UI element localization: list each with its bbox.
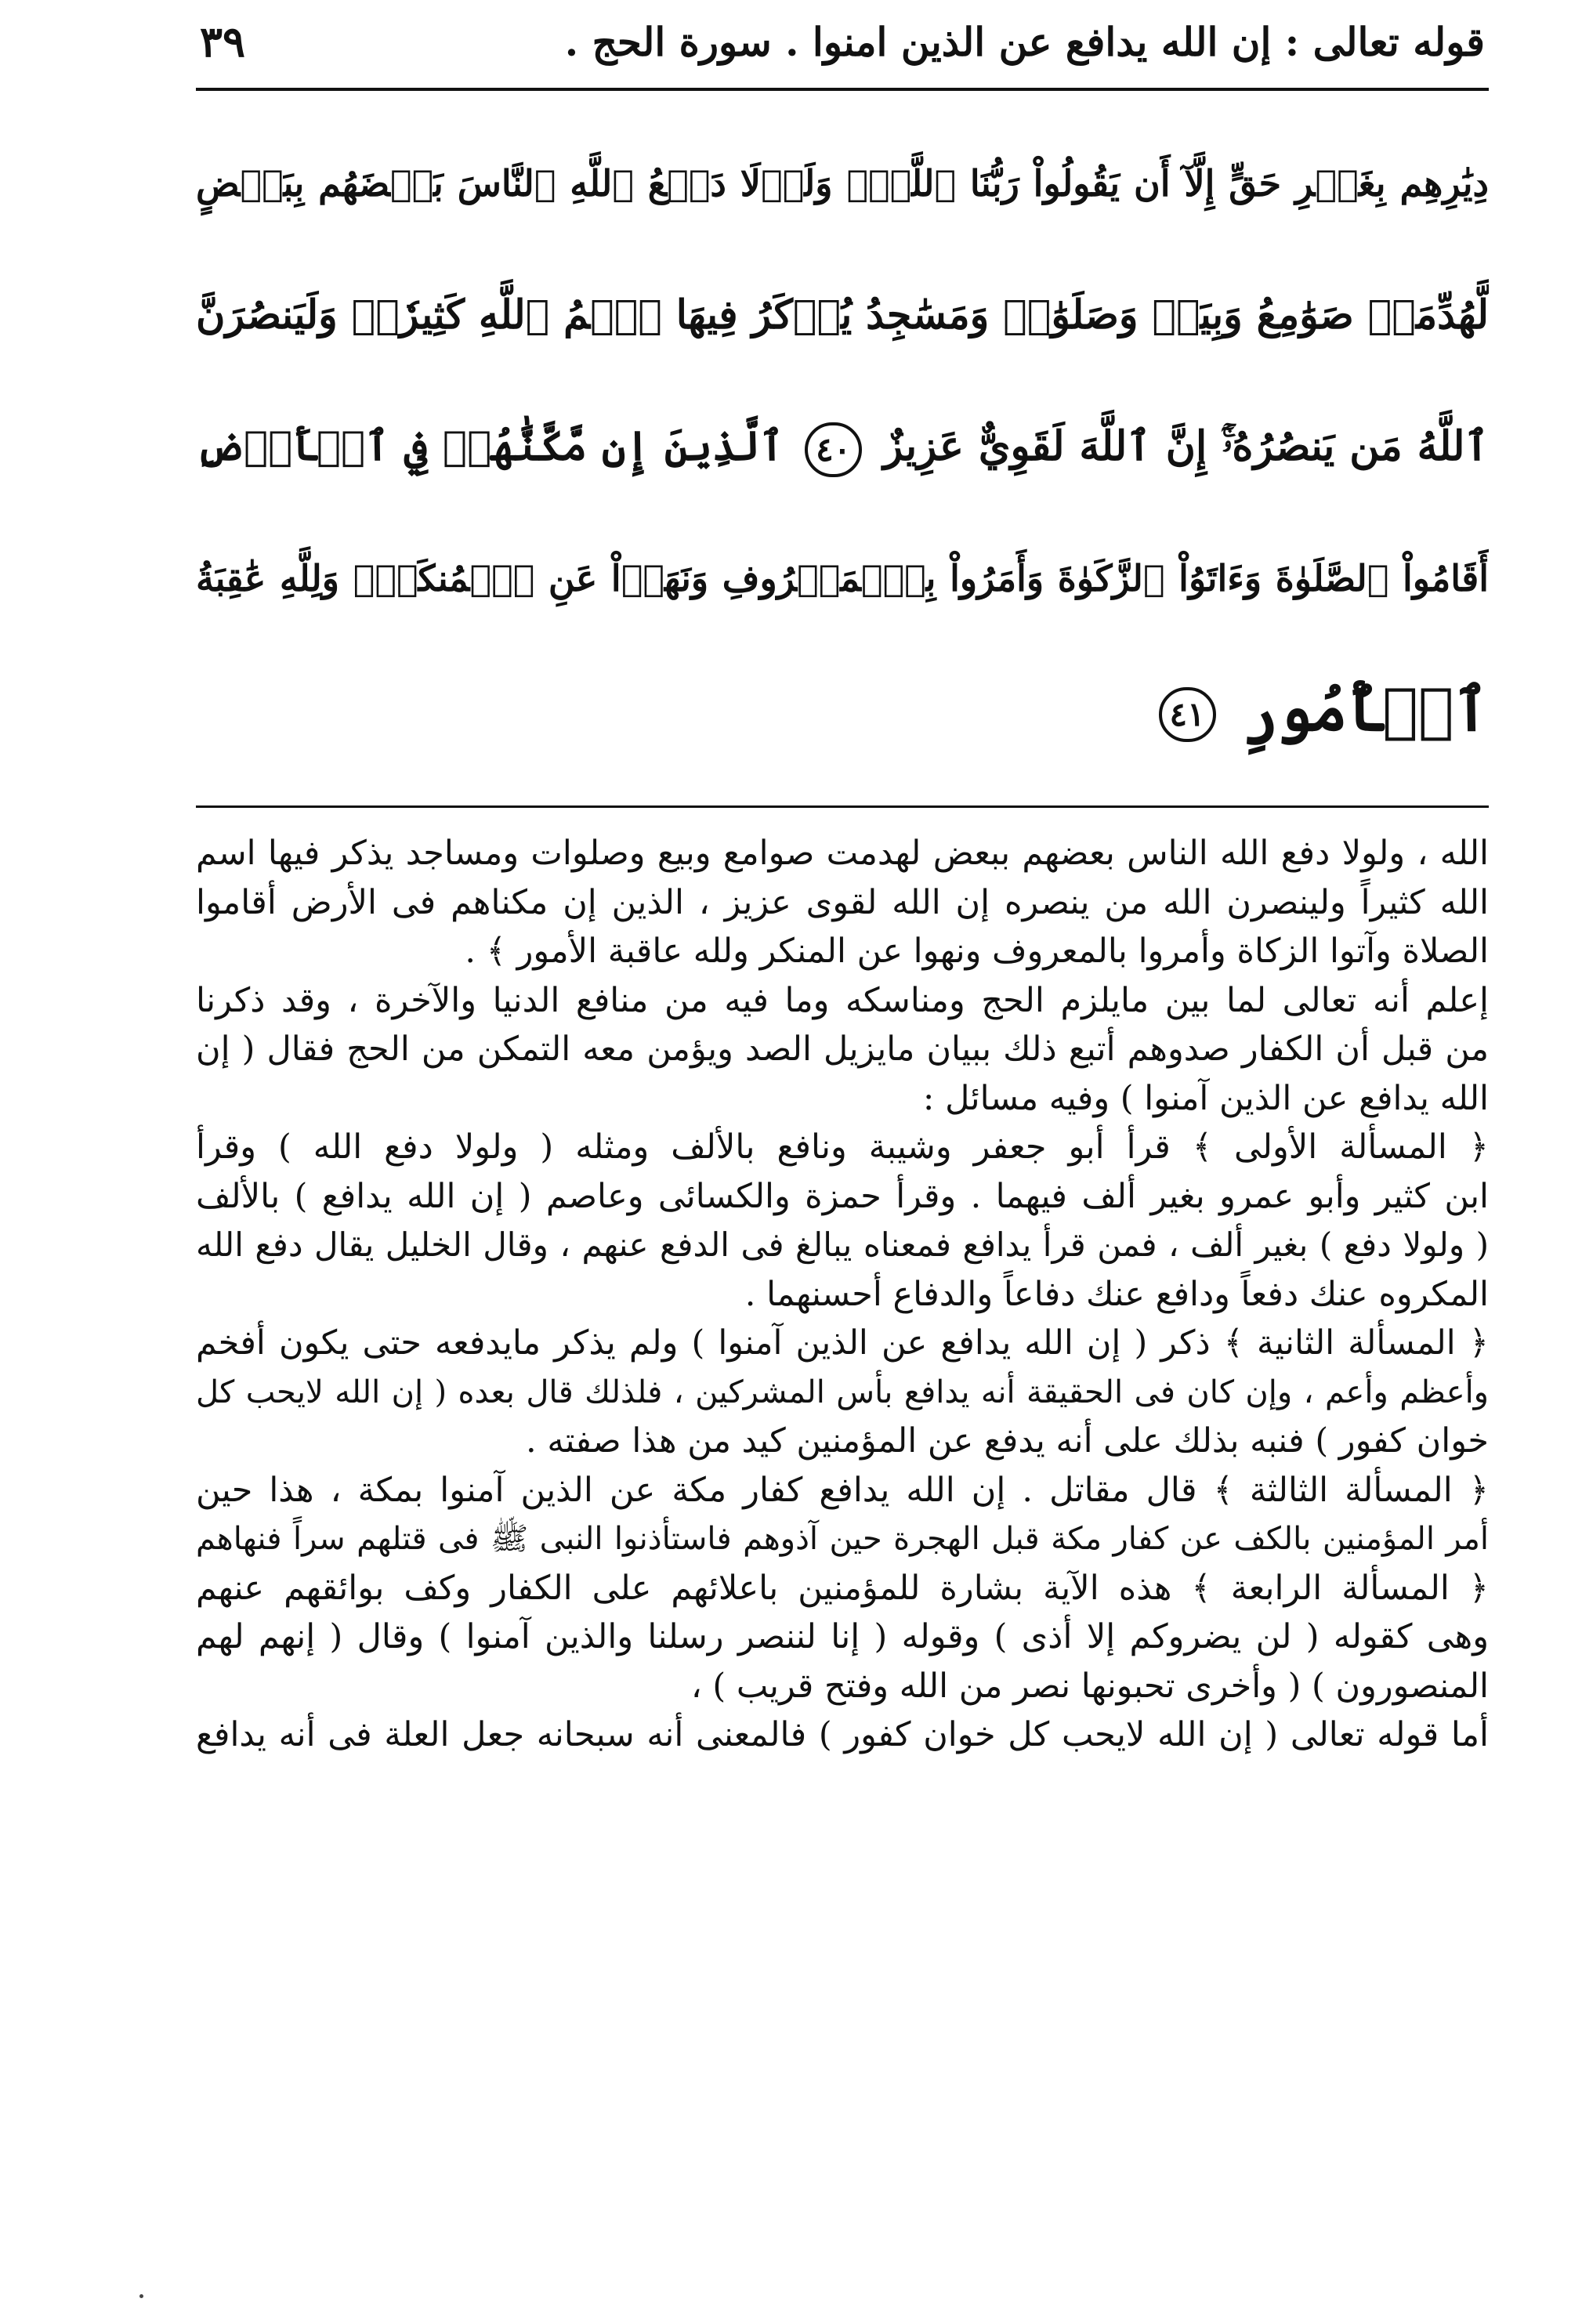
- commentary-line: الصلاة وآتوا الزكاة وأمروا بالمعروف ونهوا عن المنكر ولله عاقبة الأمور ﴾ .: [465, 932, 1489, 971]
- commentary-line: ( ولولا دفع ) بغير ألف ، فمن قرأ يدافع فمعناه يبالغ فى الدفع عنهم ، وقال الخليل يقال دفع الله: [196, 1225, 1489, 1264]
- quran-text: أَقَامُواْ ٱلصَّلَوٰةَ وَءَاتَوُاْ ٱلزَّكَوٰةَ وَأَمَرُواْ بِٱلۡمَعۡرُوفِ وَنَهَوۡاْ عَنِ ٱلۡمُنكَرِۗ وَلِلَّهِ عَٰقِبَةُ: [196, 557, 1489, 599]
- header-rule: [196, 88, 1489, 91]
- quran-line: [196, 249, 1489, 381]
- page-number: ٣٩: [200, 16, 246, 67]
- quran-verse-block: [196, 118, 1489, 776]
- quran-text: ٱللَّهُ مَن يَنصُرُهُۥٓۚ إِنَّ ٱللَّهَ لَقَوِيٌّ عَزِيزٌ: [883, 422, 1489, 470]
- commentary-line: ﴿ المسألة الأولى ﴾ قرأ أبو جعفر وشيبة ونافع بالألف ومثله ( ولولا دفع الله ) وقرأ: [196, 1128, 1489, 1167]
- commentary-line: ﴿ المسألة الثانية ﴾ ذكر ( إن الله يدافع عن الذين آمنوا ) ولم يذكر مايدفعه حتى يكون أفخم: [196, 1323, 1489, 1363]
- commentary-line: المنصورون ) ( وأخرى تحبونها نصر من الله وفتح قريب ) ،: [690, 1666, 1489, 1706]
- commentary-line: الله كثيراً ولينصرن الله من ينصره إن الله لقوى عزيز ، الذين إن مكناهم فى الأرض أقاموا: [196, 882, 1489, 922]
- commentary-line: الله ، ولولا دفع الله الناس بعضهم ببعض لهدمت صوامع وبيع وصلوات ومساجد يذكر فيها اسم: [196, 834, 1489, 873]
- commentary-line: وأعظم وأعم ، وإن كان فى الحقيقة أنه يدافع بأس المشركين ، فلذلك قال بعده ( إن الله لايحب كل: [196, 1374, 1489, 1410]
- ayah-number-marker: ٤٠: [805, 422, 862, 477]
- quran-text: دِيَٰرِهِم بِغَيۡرِ حَقٍّ إِلَّآ أَن يَقُولُواْ رَبُّنَا ٱللَّهُۗ وَلَوۡلَا دَفۡعُ ٱللَّهِ ٱلنَّاسَ بَعۡضَهُم بِبَعۡضٍ: [196, 162, 1489, 205]
- commentary-line: ﴿ المسألة الرابعة ﴾ هذه الآية بشارة للمؤمنين باعلائهم على الكفار وكف بوائقهم عنهم: [196, 1568, 1489, 1608]
- quran-text: لَّهُدِّمَتۡ صَوَٰمِعُ وَبِيَعٞ وَصَلَوَٰتٞ وَمَسَٰجِدُ يُذۡكَرُ فِيهَا ٱسۡمُ ٱللَّهِ كَثِيرٗاۗ وَلَيَنصُرَنَّ: [196, 291, 1489, 338]
- commentary-line: وهى كقوله ( لن يضروكم إلا أذى ) وقوله ( إنا لننصر رسلنا والذين آمنوا ) وقال ( إنهم لهم: [196, 1617, 1489, 1656]
- page-speck: [139, 2294, 143, 2298]
- commentary-line: ابن كثير وأبو عمرو بغير ألف فيهما . وقرأ حمزة والكسائى وعاصم ( إن الله يدافع ) بالألف: [196, 1176, 1489, 1216]
- quran-line: [196, 644, 1489, 776]
- commentary-line: ﴿ المسألة الثالثة ﴾ قال مقاتل . إن الله يدافع كفار مكة عن الذين آمنوا بمكة ، هذا حين: [196, 1470, 1489, 1510]
- quran-line: [196, 381, 1489, 512]
- quran-line: [196, 118, 1489, 249]
- ayah-number-marker: ٤١: [1159, 687, 1216, 742]
- quran-text: ٱلَّذِينَ إِن مَّكَّنَّٰهُمۡ فِي ٱلۡأَرۡضِ: [196, 422, 784, 470]
- commentary-line: من قبل أن الكفار صدوهم أتبع ذلك ببيان مايزيل الصد ويؤمن معه التمكن من الحج فقال ( إن: [196, 1030, 1489, 1069]
- commentary-line: أما قوله تعالى ( إن الله لايحب كل خوان كفور ) فالمعنى أنه سبحانه جعل العلة فى أنه يدافع: [196, 1715, 1489, 1754]
- quran-text: ٱلۡأُمُورِ: [1243, 675, 1489, 744]
- quran-line: [196, 512, 1489, 644]
- commentary-line: خوان كفور ) فنبه بذلك على أنه يدفع عن المؤمنين كيد من هذا صفته .: [526, 1421, 1489, 1461]
- commentary-line: أمر المؤمنين بالكف عن كفار مكة قبل الهجرة حين آذوهم فاستأذنوا النبى ﷺ فى قتلهم سراً فنهاهم: [196, 1521, 1489, 1557]
- commentary-line: المكروه عنك دفعاً ودافع عنك دفاعاً والدفاع أحسنهما .: [744, 1274, 1489, 1314]
- commentary-text: [196, 829, 1489, 1760]
- commentary-line: إعلم أنه تعالى لما بين مايلزم الحج ومناسكه وما فيه من منافع الدنيا والآخرة ، وقد ذكرنا: [196, 980, 1489, 1020]
- section-rule: [196, 805, 1489, 808]
- running-header: [200, 14, 1485, 69]
- commentary-line: الله يدافع عن الذين آمنوا ) وفيه مسائل :: [922, 1078, 1489, 1118]
- header-title: قوله تعالى : إن الله يدافع عن الذين امنوا . سورة الحج .: [564, 18, 1485, 65]
